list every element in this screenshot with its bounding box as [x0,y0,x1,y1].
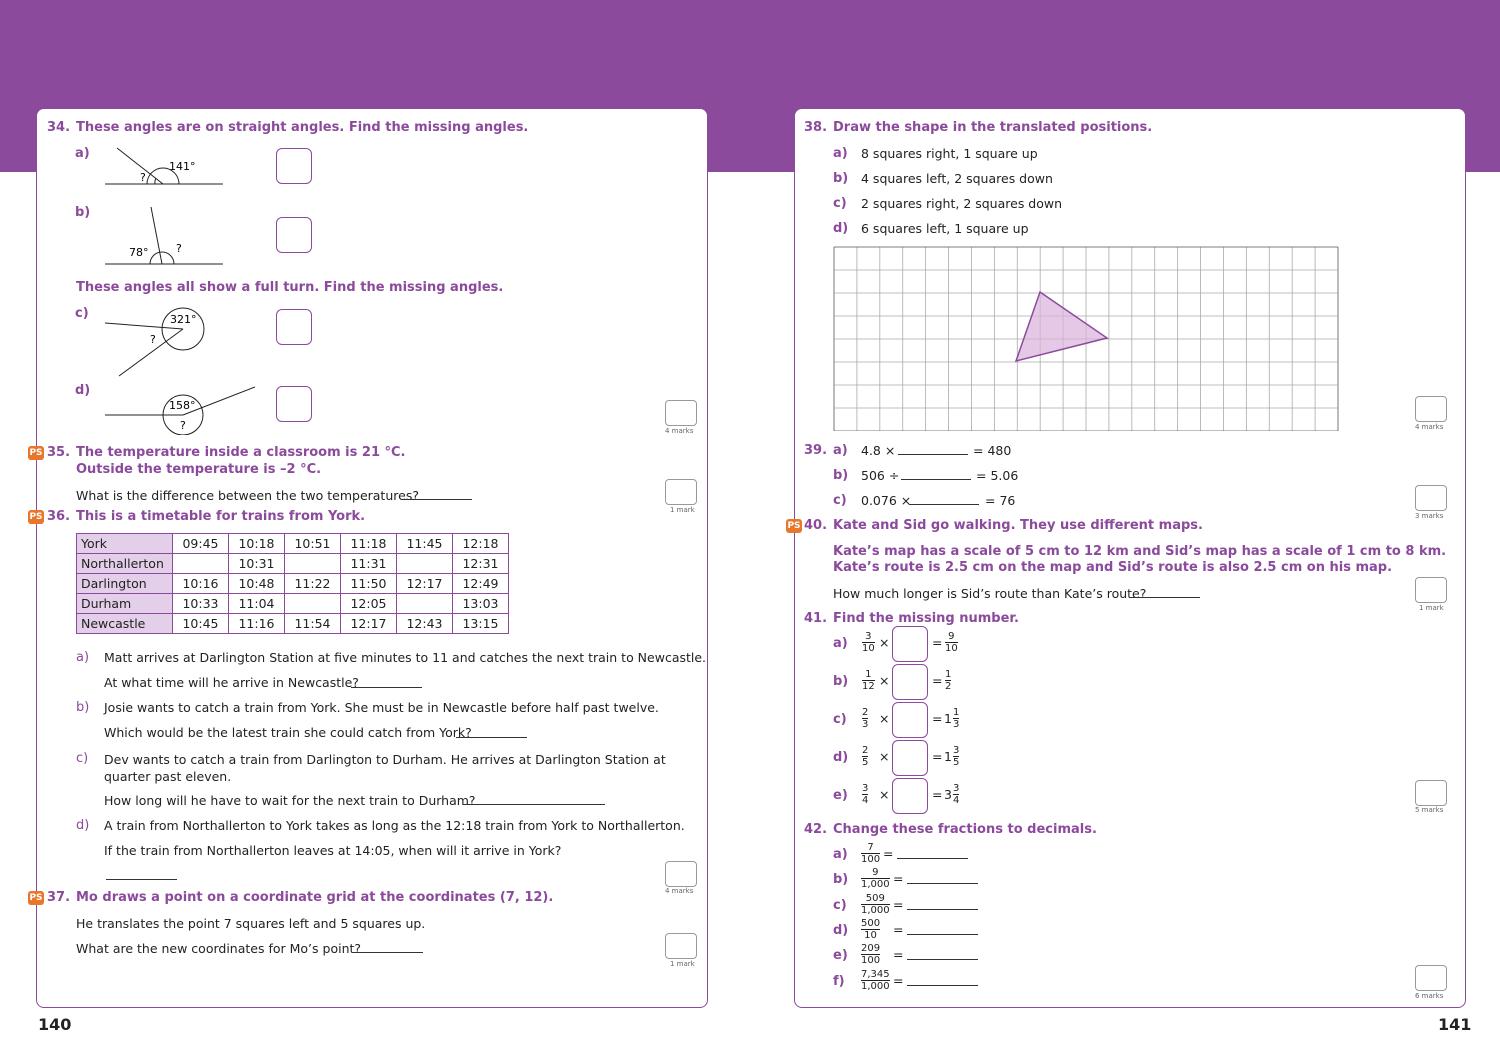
q35-question: What is the difference between the two temperatures? [76,488,419,503]
timetable-time [173,554,229,574]
q42-equals: = [893,896,904,912]
q37-marks-label: 1 mark [670,960,695,968]
q41-number: 41. [804,611,828,626]
q42-equals: = [883,846,894,861]
q34-title: These angles are on straight angles. Find the missing angles. [76,120,529,135]
q41-item-label: b) [833,674,849,689]
q36b-answer-line[interactable] [456,737,527,738]
q40-answer-line[interactable] [1129,597,1200,598]
timetable-time: 09:45 [173,534,229,554]
q39a-label: a) [833,443,848,458]
q40-line2: Kate’s route is 2.5 cm on the map and Sid’s route is also 2.5 cm on his map. [833,560,1393,575]
q36b-label: b) [76,700,90,715]
q41-marks-box[interactable] [1415,780,1447,806]
q34d-missing: ? [180,419,186,432]
q36-title: This is a timetable for trains from York. [76,509,366,524]
q35-ps-badge: PS [29,448,43,458]
q39b-left: 506 ÷ [861,468,900,483]
q36a-label: a) [76,650,90,665]
q41-times-sign: × [879,711,890,726]
q41-item-label: c) [833,712,847,727]
q34a-angle-label: 141° [169,160,196,173]
timetable-station: Northallerton [77,554,173,574]
q41-equals: = [932,635,943,650]
q35-marks-label: 1 mark [670,506,695,514]
q42-fraction [861,969,890,992]
q41-fraction-right-numerator: 1 [945,669,952,680]
q42-equals: = [893,921,904,937]
q42-item-label: d) [833,922,849,938]
q34d-angle-diagram [103,383,263,435]
q35-line1: The temperature inside a classroom is 21 °C. [76,445,406,460]
q36c-label: c) [76,751,89,766]
q40-question: How much longer is Sid’s route than Kate’s route? [833,586,1147,601]
q39a-left: 4.8 × [861,443,896,458]
q42-item-label: c) [833,897,847,913]
q37-answer-line[interactable] [352,952,423,953]
q42-fraction [861,943,880,966]
q41-whole-number: 1 [944,711,952,726]
q42-fraction-denominator: 100 [861,955,881,967]
q38-number: 38. [804,120,828,135]
timetable-station: Durham [77,594,173,614]
q40-number: 40. [804,518,828,533]
q41-fraction-right-denominator: 2 [945,681,952,692]
q42-answer-line[interactable] [907,934,978,935]
q42-equals: = [893,947,904,963]
q34a-label: a) [75,146,90,161]
q42-fraction-numerator: 509 [865,892,885,904]
q39b-right: = 5.06 [976,468,1019,483]
q34b-angle-label: 78° [129,246,149,259]
q42-answer-line[interactable] [907,909,978,910]
train-timetable [76,533,509,634]
q41-fraction-right-denominator: 4 [953,795,960,806]
q42-fraction-numerator: 9 [872,867,879,879]
q34a-angle-diagram [103,145,228,190]
q34c-answer-box[interactable] [276,309,312,345]
q42-fraction-denominator: 1,000 [861,904,890,916]
q36c-answer-line[interactable] [463,804,605,805]
q41-whole-number: 3 [944,787,952,802]
q34c-angle-label: 321° [170,313,197,326]
q34d-answer-box[interactable] [276,386,312,422]
q41-fraction-left [862,783,868,806]
q38-item-text: 6 squares left, 1 square up [861,221,1029,236]
timetable-time: 11:04 [229,594,285,614]
timetable-time: 13:15 [453,614,509,634]
q41-fraction-right-numerator: 1 [953,707,960,718]
q41-fraction-left-numerator: 3 [865,631,872,642]
q41-fraction-left-numerator: 3 [862,783,869,794]
q42-fraction-numerator: 7 [867,842,874,853]
q34a-answer-box[interactable] [276,148,312,184]
timetable-time [397,594,453,614]
timetable-time: 12:43 [397,614,453,634]
q41-fraction-right-numerator: 3 [953,783,960,794]
q39b-label: b) [833,468,849,483]
timetable-time: 12:17 [341,614,397,634]
q36d-answer-line[interactable] [106,879,177,880]
q36b-text: Josie wants to catch a train from York. She must be in Newcastle before half past twelve. [104,700,659,715]
timetable-row [77,534,509,554]
q41-fraction-left-numerator: 2 [862,707,869,718]
q41-item-label: d) [833,750,849,765]
q38-marks-label: 4 marks [1415,423,1444,431]
q37-title: Mo draws a point on a coordinate grid at the coordinates (7, 12). [76,890,554,905]
page-number-left: 140 [38,1015,72,1034]
q41-answer-box[interactable] [892,778,928,814]
q42-fraction-denominator: 10 [864,929,877,941]
q41-item-label: e) [833,788,848,803]
q41-times-sign: × [879,749,890,764]
timetable-time: 11:18 [341,534,397,554]
q39-marks-label: 3 marks [1415,512,1444,520]
q36d-question: If the train from Northallerton leaves at 14:05, when will it arrive in York? [104,843,562,858]
q42-fraction-numerator: 500 [861,917,881,929]
q39b-answer-line[interactable] [901,479,971,480]
q41-times-sign: × [879,635,890,650]
q41-fraction-right [945,669,951,692]
page-number-right: 141 [1438,1015,1472,1034]
timetable-time: 10:51 [285,534,341,554]
q36b-question: Which would be the latest train she could catch from York? [104,725,472,740]
timetable-time: 10:31 [229,554,285,574]
timetable-time: 11:50 [341,574,397,594]
q38-item-label: d) [833,221,849,236]
timetable-time: 12:05 [341,594,397,614]
timetable-time: 11:54 [285,614,341,634]
q42-item-label: a) [833,847,848,862]
q41-answer-box[interactable] [892,702,928,738]
q37-number: 37. [47,890,71,905]
q36d-label: d) [76,818,90,833]
q35-number: 35. [47,445,71,460]
q40-ps-badge: PS [787,521,801,531]
timetable-time: 12:18 [453,534,509,554]
q34a-missing: ? [140,171,146,184]
q42-number: 42. [804,822,828,837]
q41-answer-box[interactable] [892,626,928,662]
q40-marks-label: 1 mark [1419,604,1444,612]
q34c-label: c) [75,306,89,321]
q34b-label: b) [75,205,91,220]
timetable-time: 13:03 [453,594,509,614]
q38-marks-box[interactable] [1415,396,1447,422]
translation-grid [833,246,1339,431]
q36-marks-label: 4 marks [665,887,694,895]
q41-equals: = [932,673,943,688]
right-page [787,108,1466,1008]
q38-title: Draw the shape in the translated positions. [833,120,1153,135]
q41-equals: = [932,749,943,764]
q38-item-text: 2 squares right, 2 squares down [861,196,1063,211]
q36a-text: Matt arrives at Darlington Station at five minutes to 11 and catches the next train to Newcastle. [104,650,707,665]
q42-answer-line[interactable] [897,858,968,859]
q39-marks-box[interactable] [1415,485,1447,511]
q35-answer-line[interactable] [401,499,472,500]
q39c-right: = 76 [985,493,1016,508]
q34-marks-box[interactable] [665,400,697,426]
q41-equals: = [932,711,943,726]
q41-fraction-right [945,631,958,654]
q41-fraction-right-denominator: 5 [953,757,960,768]
timetable-time [285,594,341,614]
q39a-right: = 480 [973,443,1012,458]
timetable-time: 12:17 [397,574,453,594]
q40-marks-box[interactable] [1415,577,1447,603]
q34-number: 34. [47,120,71,135]
q36-ps-badge: PS [29,512,43,522]
q36-number: 36. [47,509,71,524]
timetable-station: Newcastle [77,614,173,634]
q42-fraction-denominator: 1,000 [861,879,890,891]
q36a-question: At what time will he arrive in Newcastle? [104,675,359,690]
q42-answer-line[interactable] [907,985,978,986]
q41-fraction-left [862,669,875,692]
q35-marks-box[interactable] [665,479,697,505]
q41-marks-label: 5 marks [1415,806,1444,814]
q42-marks-label: 6 marks [1415,992,1444,1000]
q42-fraction-denominator: 100 [861,854,881,865]
q34-full-turn-heading: These angles all show a full turn. Find the missing angles. [76,280,504,295]
q39-number: 39. [804,443,828,458]
q42-item-label: e) [833,948,848,964]
q41-times-sign: × [879,787,890,802]
q40-line1: Kate’s map has a scale of 5 cm to 12 km and Sid’s map has a scale of 1 cm to 8 km. [833,544,1447,559]
q39c-label: c) [833,493,847,508]
q41-fraction-right-denominator: 10 [945,643,958,654]
q41-item-label: a) [833,636,848,651]
q42-fraction [861,918,880,941]
q42-item-label: f) [833,973,845,989]
q41-fraction-left-numerator: 2 [862,745,869,756]
q41-fraction-left [862,631,875,654]
q41-equals: = [932,787,943,802]
q34b-missing: ? [176,242,182,255]
q36c-text: Dev wants to catch a train from Darlington to Durham. He arrives at Darlington Station at quarter past eleven. [104,752,666,784]
q38-item-label: a) [833,146,848,161]
q42-fraction-numerator: 209 [861,943,881,955]
q36a-answer-line[interactable] [351,687,422,688]
q41-fraction-right-numerator: 3 [953,745,960,756]
q41-fraction-left-denominator: 10 [862,643,875,654]
timetable-time: 12:31 [453,554,509,574]
timetable-row [77,574,509,594]
q36c-question: How long will he have to wait for the next train to Durham? [104,793,476,808]
q39a-answer-line[interactable] [898,454,968,455]
q42-fraction-numerator: 7,345 [861,968,890,980]
q41-fraction-left-numerator: 1 [865,669,872,680]
q41-fraction-left-denominator: 12 [862,681,875,692]
q34c-angle-diagram [103,305,228,381]
q42-title: Change these fractions to decimals. [833,822,1097,837]
q41-answer-box[interactable] [892,740,928,776]
q34d-label: d) [75,383,91,398]
q38-item-label: b) [833,171,849,186]
q34c-missing: ? [150,333,156,346]
q42-fraction [861,893,890,916]
q41-answer-box[interactable] [892,664,928,700]
timetable-time: 12:49 [453,574,509,594]
q36d-text: A train from Northallerton to York takes as long as the 12:18 train from York to Northallerton. [104,818,685,833]
triangle-shape [1016,292,1107,361]
q35-line2: Outside the temperature is –2 °C. [76,462,322,477]
q38-item-text: 8 squares right, 1 square up [861,146,1038,161]
q41-fraction-right [953,707,959,730]
q41-fraction-left [862,745,868,768]
q42-item-label: b) [833,872,849,888]
q34-marks-label: 4 marks [665,427,694,435]
q42-fraction [861,867,890,890]
q41-fraction-left-denominator: 5 [862,757,869,768]
q41-fraction-left-denominator: 3 [862,719,869,730]
q34d-angle-label: 158° [169,399,196,412]
q41-whole-number: 1 [944,749,952,764]
q41-fraction-right-denominator: 3 [953,719,960,730]
q37-question: What are the new coordinates for Mo’s point? [76,941,362,956]
q38-item-label: c) [833,196,847,211]
timetable-time [285,554,341,574]
timetable-station: York [77,534,173,554]
timetable-time: 11:31 [341,554,397,574]
q41-fraction-right-numerator: 9 [948,631,955,642]
q37-marks-box[interactable] [665,933,697,959]
timetable-time [397,554,453,574]
timetable-time: 10:48 [229,574,285,594]
q42-marks-box[interactable] [1415,965,1447,991]
q42-fraction-denominator: 1,000 [861,980,890,992]
q37-line1: He translates the point 7 squares left and 5 squares up. [76,916,426,931]
q42-fraction [861,842,880,865]
q38-item-text: 4 squares left, 2 squares down [861,171,1053,186]
q34b-answer-box[interactable] [276,217,312,253]
q41-title: Find the missing number. [833,611,1019,626]
timetable-time: 11:16 [229,614,285,634]
timetable-time: 10:33 [173,594,229,614]
q41-fraction-left [862,707,868,730]
timetable-row [77,554,509,574]
timetable-station: Darlington [77,574,173,594]
q42-equals: = [893,871,904,887]
q39c-answer-line[interactable] [909,504,979,505]
q42-equals: = [893,972,904,988]
q42-answer-line[interactable] [907,959,978,960]
q41-fraction-right [953,783,959,806]
q41-fraction-right [953,745,959,768]
timetable-time: 10:16 [173,574,229,594]
left-page [29,108,708,1008]
q41-fraction-left-denominator: 4 [862,795,869,806]
timetable-row [77,614,509,634]
q39c-left: 0.076 × [861,493,912,508]
q34b-angle-diagram [103,205,228,267]
timetable-row [77,594,509,614]
q40-title: Kate and Sid go walking. They use different maps. [833,518,1203,533]
timetable-time: 10:18 [229,534,285,554]
q37-ps-badge: PS [29,893,43,903]
timetable-time: 10:45 [173,614,229,634]
q36-marks-box[interactable] [665,861,697,887]
timetable-time: 11:45 [397,534,453,554]
q42-answer-line[interactable] [907,883,978,884]
timetable-time: 11:22 [285,574,341,594]
q41-times-sign: × [879,673,890,688]
